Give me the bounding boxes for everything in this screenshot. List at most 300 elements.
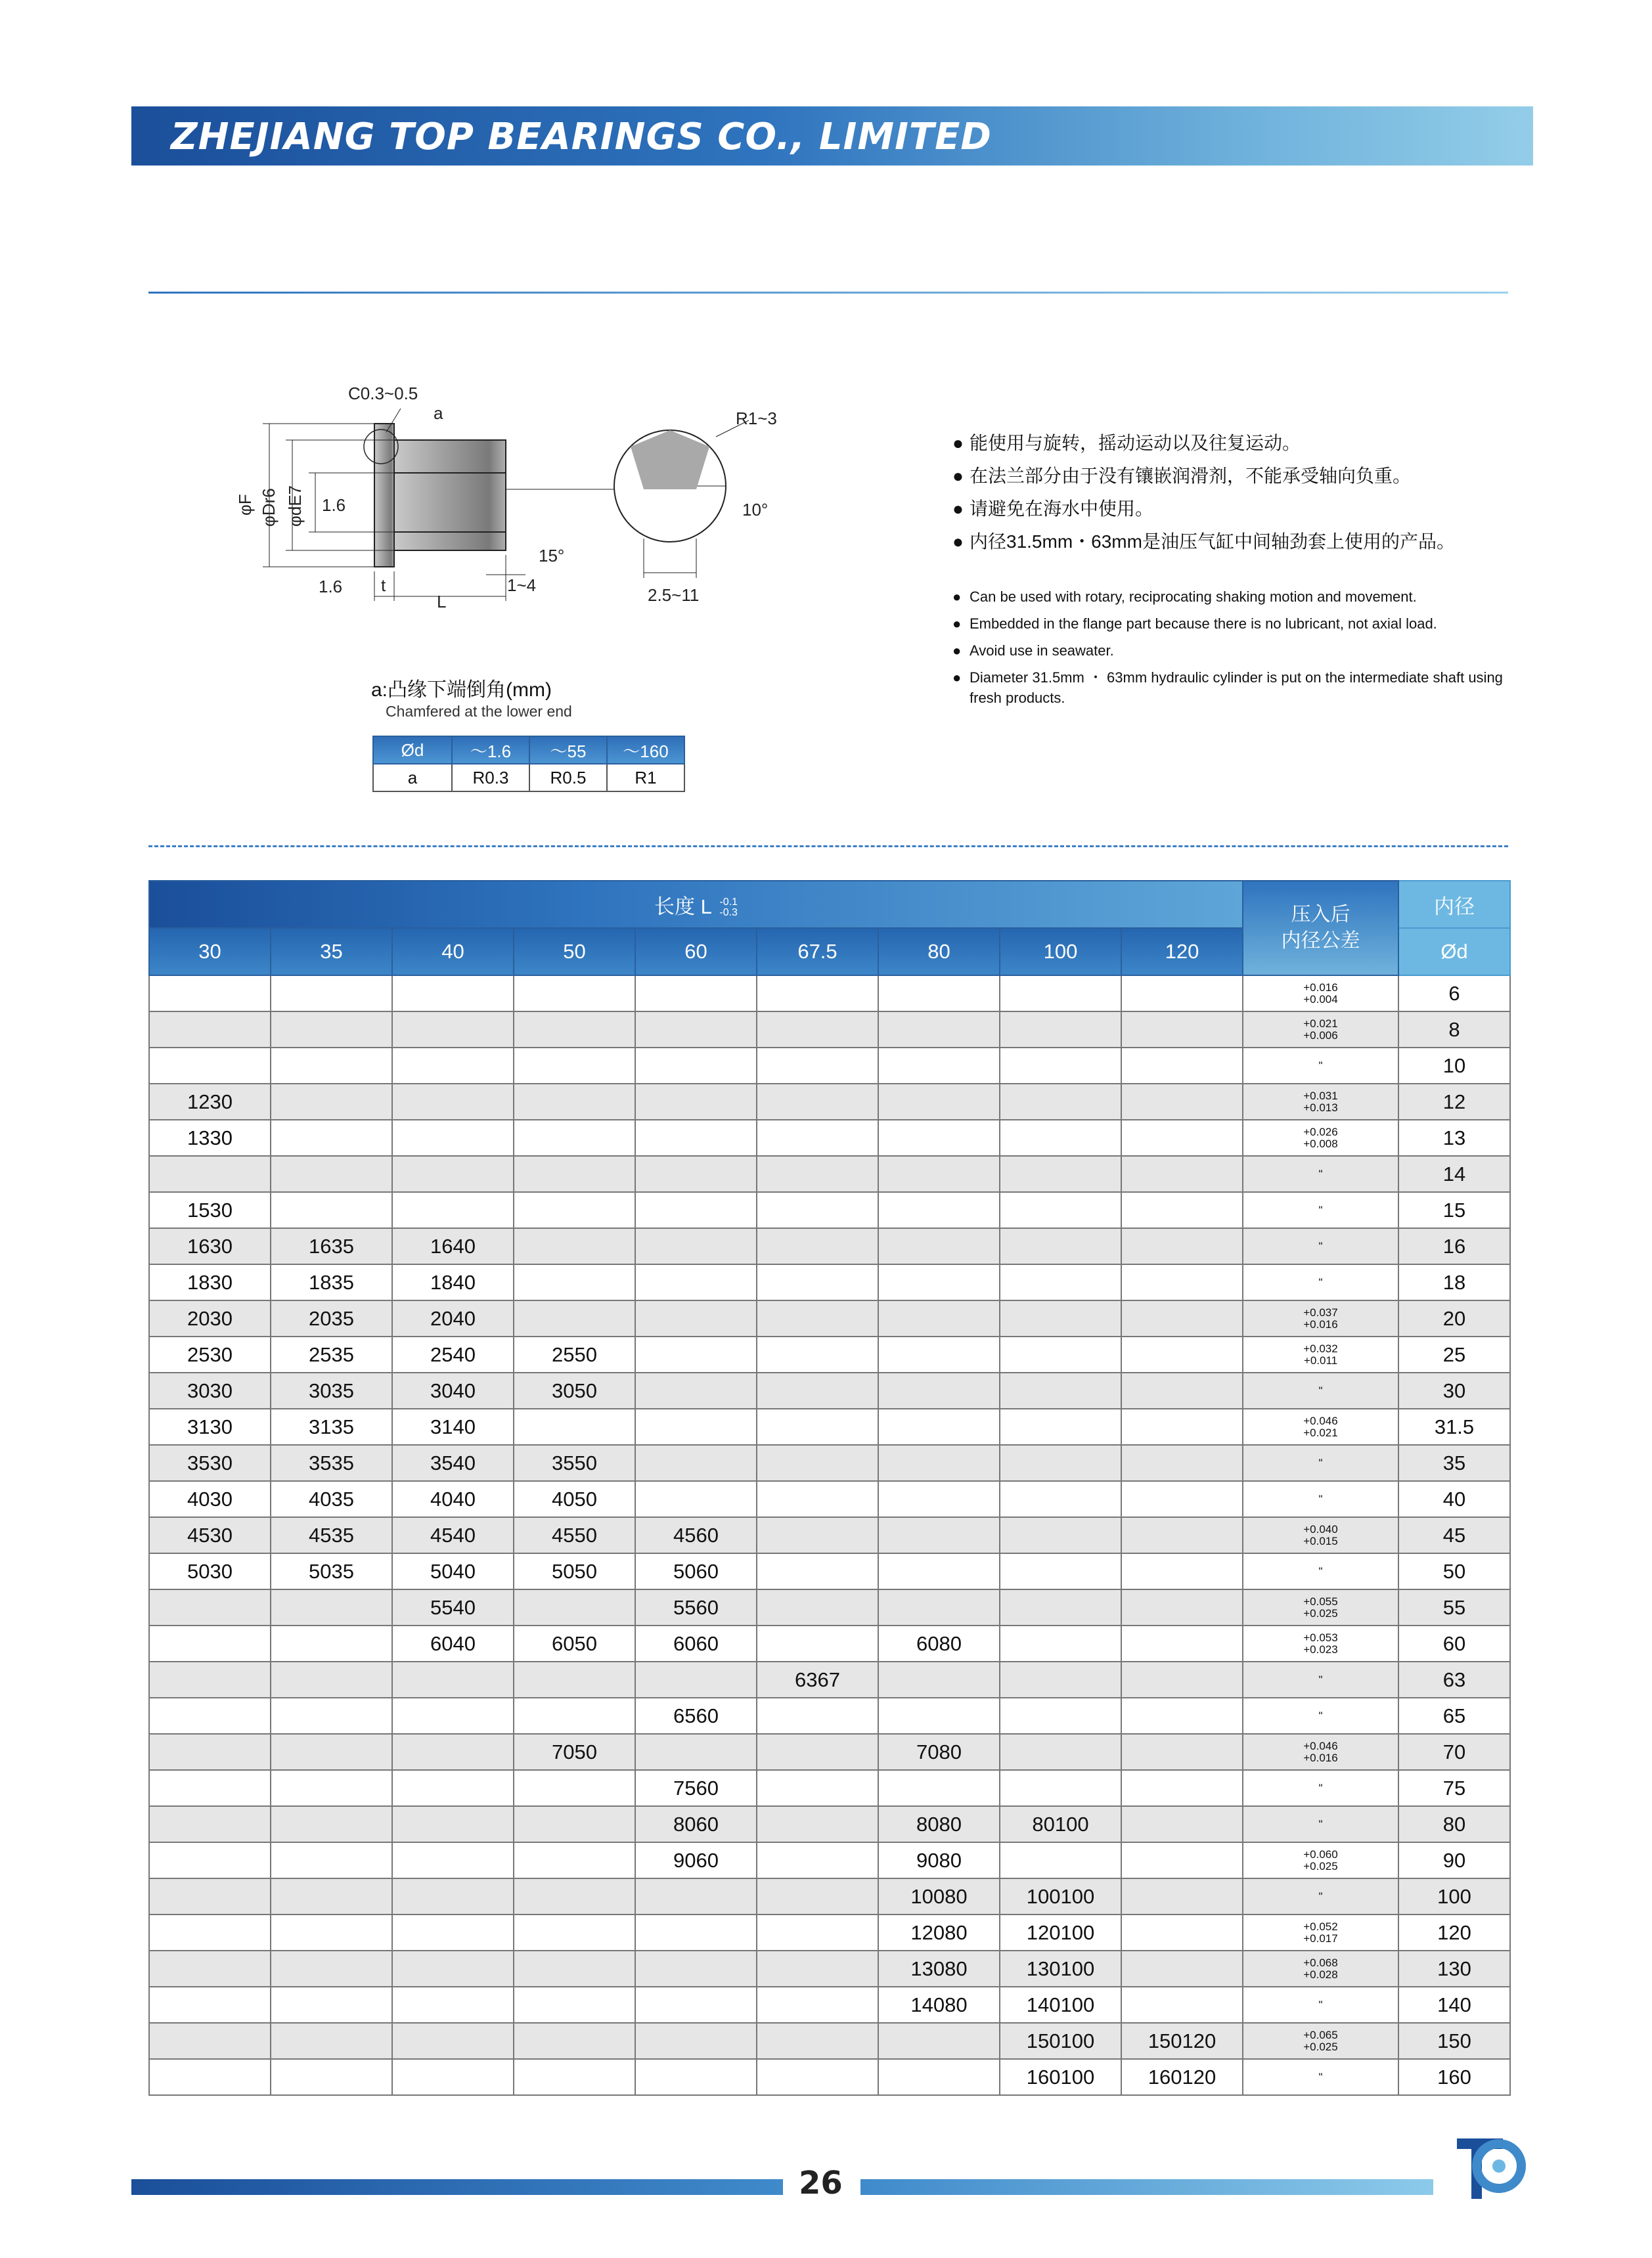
part-number-cell	[635, 1409, 757, 1445]
part-number-cell	[1121, 975, 1243, 1011]
table-row	[149, 1337, 1510, 1373]
part-number-cell	[1121, 1192, 1243, 1228]
length-column-header: 35	[271, 928, 392, 975]
part-number-cell	[149, 1915, 271, 1951]
part-number-cell	[1121, 1734, 1243, 1770]
part-number-cell	[514, 2023, 635, 2059]
t-label: t	[381, 575, 386, 595]
part-number-cell	[1000, 1156, 1121, 1192]
part-number-cell	[878, 1445, 1000, 1481]
tolerance-value: "	[1318, 2070, 1323, 2083]
part-number-cell	[514, 1770, 635, 1806]
part-number-cell	[392, 1987, 514, 2023]
part-number-cell	[392, 1770, 514, 1806]
inner-diameter-cell: 45	[1398, 1517, 1510, 1553]
tolerance-value: +0.013	[1303, 1101, 1338, 1114]
tolerance-value: +0.052	[1303, 1920, 1338, 1933]
part-number-cell: 2535	[271, 1337, 392, 1373]
part-number-cell	[1000, 975, 1121, 1011]
part-number-cell	[392, 1192, 514, 1228]
part-number-cell	[1121, 1589, 1243, 1626]
table-row	[149, 1698, 1510, 1734]
chamfer-table	[372, 736, 685, 792]
part-number-cell	[635, 2059, 757, 2095]
part-number-cell: 100100	[1000, 1878, 1121, 1915]
tolerance-value: "	[1318, 1709, 1323, 1722]
part-number-cell: 3050	[514, 1373, 635, 1409]
part-number-cell: 8060	[635, 1806, 757, 1842]
inner-diameter-cell: 63	[1398, 1662, 1510, 1698]
tolerance-cell	[1243, 1951, 1398, 1987]
range14-label: 1~4	[507, 575, 537, 595]
part-number-cell	[514, 2059, 635, 2095]
tolerance-value: +0.046	[1303, 1739, 1338, 1752]
tolerance-value: +0.028	[1303, 1968, 1338, 1981]
part-number-cell	[757, 1048, 878, 1084]
part-number-cell	[635, 1915, 757, 1951]
part-number-cell: 5040	[392, 1553, 514, 1589]
part-number-cell	[635, 1228, 757, 1264]
table-row	[149, 975, 1510, 1011]
part-number-cell	[878, 1589, 1000, 1626]
part-number-cell	[271, 1589, 392, 1626]
tolerance-cell	[1243, 1156, 1398, 1192]
note-cn: ● 内径31.5mm・63mm是油压气缸中间轴劲套上使用的产品。	[952, 525, 1530, 558]
bullet-icon: ●	[952, 588, 962, 605]
top-divider	[148, 292, 1508, 294]
part-number-cell	[635, 1878, 757, 1915]
tolerance-cell	[1243, 1048, 1398, 1084]
table-row	[149, 1481, 1510, 1517]
table-row	[149, 1264, 1510, 1300]
part-number-cell	[1121, 1228, 1243, 1264]
inner-diameter-cell: 90	[1398, 1842, 1510, 1878]
part-number-cell	[757, 1553, 878, 1589]
part-number-cell	[1000, 1300, 1121, 1337]
part-number-cell	[149, 1589, 271, 1626]
length-column-header: 60	[635, 928, 757, 975]
bullet-icon: ●	[952, 669, 962, 686]
part-number-cell	[878, 1481, 1000, 1517]
part-number-cell	[1000, 1409, 1121, 1445]
part-number-cell: 6050	[514, 1626, 635, 1662]
part-number-cell: 3535	[271, 1445, 392, 1481]
table-row	[149, 1842, 1510, 1878]
part-number-cell	[635, 1300, 757, 1337]
part-number-cell	[1121, 1011, 1243, 1048]
part-number-cell	[392, 1011, 514, 1048]
part-number-cell	[271, 1770, 392, 1806]
tolerance-header	[1243, 881, 1398, 975]
part-number-cell	[514, 1662, 635, 1698]
part-number-cell	[635, 1662, 757, 1698]
inner-diameter-cell: 80	[1398, 1806, 1510, 1842]
part-number-cell	[514, 975, 635, 1011]
part-number-cell	[635, 1373, 757, 1409]
part-number-cell: 2030	[149, 1300, 271, 1337]
part-number-cell	[392, 1951, 514, 1987]
spec-table	[148, 880, 1511, 2096]
part-number-cell	[757, 1337, 878, 1373]
length-column-header: 80	[878, 928, 1000, 975]
part-number-cell	[757, 1806, 878, 1842]
inner-diameter-cell: 8	[1398, 1011, 1510, 1048]
table-row	[149, 1915, 1510, 1951]
part-number-cell	[514, 1589, 635, 1626]
part-number-cell	[757, 1481, 878, 1517]
table-cell: R1	[607, 764, 684, 791]
part-number-cell	[271, 1626, 392, 1662]
part-number-cell	[1121, 1915, 1243, 1951]
part-number-cell	[149, 2059, 271, 2095]
part-number-cell	[878, 1409, 1000, 1445]
part-number-cell: 3135	[271, 1409, 392, 1445]
tolerance-cell	[1243, 1878, 1398, 1915]
part-number-cell	[878, 1517, 1000, 1553]
note-en: ● Embedded in the flange part because there is no lubricant, not axial load.	[952, 610, 1530, 637]
part-number-cell	[878, 1120, 1000, 1156]
part-number-cell: 2550	[514, 1337, 635, 1373]
bullet-icon: ●	[952, 642, 962, 659]
part-number-cell: 140100	[1000, 1987, 1121, 2023]
chamfer-label: C0.3~0.5	[348, 384, 418, 403]
part-number-cell: 150100	[1000, 2023, 1121, 2059]
part-number-cell	[149, 2023, 271, 2059]
tolerance-cell	[1243, 1120, 1398, 1156]
part-number-cell: 2035	[271, 1300, 392, 1337]
inner-diameter-cell: 40	[1398, 1481, 1510, 1517]
part-number-cell	[635, 1192, 757, 1228]
table-row	[149, 1626, 1510, 1662]
part-number-cell	[878, 1156, 1000, 1192]
part-number-cell: 3530	[149, 1445, 271, 1481]
table-row	[149, 1300, 1510, 1337]
part-number-cell	[1000, 1517, 1121, 1553]
part-number-cell: 1530	[149, 1192, 271, 1228]
part-number-cell	[392, 1698, 514, 1734]
part-number-cell	[878, 1662, 1000, 1698]
tolerance-cell	[1243, 1987, 1398, 2023]
part-number-cell	[757, 2023, 878, 2059]
angle10-label: 10°	[742, 500, 769, 520]
part-number-cell	[514, 1011, 635, 1048]
inner-diameter-cell: 50	[1398, 1553, 1510, 1589]
part-number-cell	[878, 2059, 1000, 2095]
table-row	[149, 1878, 1510, 1915]
part-number-cell	[635, 1445, 757, 1481]
part-number-cell	[757, 1698, 878, 1734]
part-number-cell	[392, 1842, 514, 1878]
inner-diameter-cell: 15	[1398, 1192, 1510, 1228]
length-column-header: 100	[1000, 928, 1121, 975]
inner-diameter-cell: 20	[1398, 1300, 1510, 1337]
inner-diameter-cell: 120	[1398, 1915, 1510, 1951]
note-cn: ● 在法兰部分由于没有镶嵌润滑剂，不能承受轴向负重。	[952, 460, 1530, 493]
inner-diameter-cell: 160	[1398, 2059, 1510, 2095]
part-number-cell: 3030	[149, 1373, 271, 1409]
part-number-cell	[271, 1806, 392, 1842]
part-number-cell	[635, 1120, 757, 1156]
part-number-cell	[1121, 1264, 1243, 1300]
part-number-cell	[514, 1048, 635, 1084]
part-number-cell	[392, 2023, 514, 2059]
part-number-cell	[878, 1192, 1000, 1228]
part-number-cell	[878, 2023, 1000, 2059]
header-cell: ～55	[529, 736, 607, 764]
tolerance-cell	[1243, 1337, 1398, 1373]
part-number-cell	[635, 1987, 757, 2023]
part-number-cell	[392, 1048, 514, 1084]
part-number-cell	[149, 1987, 271, 2023]
part-number-cell	[1121, 1481, 1243, 1517]
part-number-cell	[149, 1878, 271, 1915]
part-number-cell: 8080	[878, 1806, 1000, 1842]
table-row	[149, 2023, 1510, 2059]
part-number-cell: 1330	[149, 1120, 271, 1156]
part-number-cell: 1635	[271, 1228, 392, 1264]
part-number-cell: 1840	[392, 1264, 514, 1300]
part-number-cell	[757, 1011, 878, 1048]
length-column-header: 50	[514, 928, 635, 975]
tolerance-value: +0.065	[1303, 2028, 1338, 2041]
range25-label: 2.5~11	[648, 585, 700, 605]
tolerance-value: "	[1318, 1781, 1323, 1794]
inner-diameter-cell: 31.5	[1398, 1409, 1510, 1445]
table-row	[149, 1120, 1510, 1156]
part-number-cell	[514, 1806, 635, 1842]
part-number-cell	[878, 1553, 1000, 1589]
part-number-cell	[514, 1264, 635, 1300]
inner-diameter-cell: 65	[1398, 1698, 1510, 1734]
tolerance-value: +0.008	[1303, 1137, 1338, 1150]
part-number-cell	[878, 1228, 1000, 1264]
tolerance-cell	[1243, 1300, 1398, 1337]
part-number-cell: 4540	[392, 1517, 514, 1553]
part-number-cell	[757, 1300, 878, 1337]
header-banner	[131, 106, 1533, 166]
table-cell: R0.5	[529, 764, 607, 791]
part-number-cell	[392, 1084, 514, 1120]
part-number-cell	[1121, 1662, 1243, 1698]
part-number-cell: 4050	[514, 1481, 635, 1517]
tolerance-value: +0.055	[1303, 1595, 1338, 1608]
tolerance-value: +0.068	[1303, 1956, 1338, 1969]
part-number-cell: 130100	[1000, 1951, 1121, 1987]
part-number-cell	[149, 1626, 271, 1662]
part-number-cell	[1121, 1987, 1243, 2023]
part-number-cell	[149, 975, 271, 1011]
part-number-cell	[1000, 1120, 1121, 1156]
inner-diameter-cell: 130	[1398, 1951, 1510, 1987]
tolerance-cell	[1243, 1481, 1398, 1517]
part-number-cell	[392, 2059, 514, 2095]
length-column-header: 120	[1121, 928, 1243, 975]
part-number-cell	[1121, 1770, 1243, 1806]
part-number-cell: 3040	[392, 1373, 514, 1409]
tolerance-value: +0.031	[1303, 1089, 1338, 1102]
tolerance-cell	[1243, 1228, 1398, 1264]
note-cn: ● 请避免在海水中使用。	[952, 493, 1530, 525]
table-row	[149, 1228, 1510, 1264]
part-number-cell	[149, 1156, 271, 1192]
part-number-cell	[149, 1770, 271, 1806]
inner-diameter-cell: 150	[1398, 2023, 1510, 2059]
part-number-cell	[271, 1011, 392, 1048]
bullet-icon: ●	[952, 615, 962, 632]
part-number-cell	[635, 1048, 757, 1084]
table-row	[149, 1409, 1510, 1445]
part-number-cell: 6040	[392, 1626, 514, 1662]
inner-diameter-cell: 14	[1398, 1156, 1510, 1192]
inner-diameter-cell: 16	[1398, 1228, 1510, 1264]
rough1-label: 1.6	[322, 495, 346, 515]
part-number-cell: 1830	[149, 1264, 271, 1300]
part-number-cell: 1835	[271, 1264, 392, 1300]
part-number-cell	[757, 1373, 878, 1409]
tolerance-value: +0.021	[1303, 1426, 1338, 1439]
part-number-cell	[1000, 1048, 1121, 1084]
chamfer-table-row	[373, 764, 684, 791]
length-tolerance: -0.1 -0.3	[719, 897, 738, 919]
chamfer-title-cn: a:凸缘下端倒角(mm)	[371, 679, 552, 701]
rough2-label: 1.6	[319, 577, 343, 596]
r-label: R1~3	[736, 409, 777, 428]
inner-diameter-cell: 6	[1398, 975, 1510, 1011]
tolerance-cell	[1243, 2059, 1398, 2095]
part-number-cell	[757, 1517, 878, 1553]
tolerance-value: +0.017	[1303, 1932, 1338, 1945]
table-row	[149, 1011, 1510, 1048]
part-number-cell	[149, 1806, 271, 1842]
part-number-cell	[878, 1084, 1000, 1120]
inner-diameter-cell: 60	[1398, 1626, 1510, 1662]
part-number-cell	[1121, 1048, 1243, 1084]
part-number-cell	[757, 1084, 878, 1120]
part-number-cell	[392, 1878, 514, 1915]
part-number-cell	[757, 2059, 878, 2095]
part-number-cell: 2540	[392, 1337, 514, 1373]
part-number-cell	[1121, 1337, 1243, 1373]
tolerance-cell	[1243, 1517, 1398, 1553]
part-number-cell	[757, 1987, 878, 2023]
tolerance-value: +0.011	[1303, 1354, 1338, 1367]
part-number-cell: 3035	[271, 1373, 392, 1409]
note-cn: ● 能使用与旋转，摇动运动以及往复运动。	[952, 427, 1530, 460]
part-number-cell	[635, 1156, 757, 1192]
table-row	[149, 1734, 1510, 1770]
part-number-cell	[392, 1662, 514, 1698]
tolerance-value: "	[1318, 1492, 1323, 1505]
part-number-cell	[271, 975, 392, 1011]
note-en: ● Avoid use in seawater.	[952, 637, 1530, 664]
part-number-cell	[878, 1337, 1000, 1373]
part-number-cell	[1121, 1517, 1243, 1553]
part-number-cell: 4550	[514, 1517, 635, 1553]
length-header	[149, 881, 1243, 928]
part-number-cell	[514, 1084, 635, 1120]
part-number-cell	[149, 1048, 271, 1084]
table-row	[149, 1589, 1510, 1626]
part-number-cell: 13080	[878, 1951, 1000, 1987]
part-number-cell	[757, 1626, 878, 1662]
part-number-cell	[392, 1806, 514, 1842]
part-number-cell	[1121, 1373, 1243, 1409]
tolerance-cell	[1243, 1192, 1398, 1228]
tolerance-value: "	[1318, 1673, 1323, 1686]
inner-diameter-cell: 140	[1398, 1987, 1510, 2023]
chamfer-table-header	[373, 736, 684, 764]
length-column-header: 30	[149, 928, 271, 975]
tolerance-value: +0.023	[1303, 1643, 1338, 1656]
part-number-cell: 14080	[878, 1987, 1000, 2023]
part-number-cell	[635, 975, 757, 1011]
part-number-cell: 5030	[149, 1553, 271, 1589]
part-number-cell	[1000, 1228, 1121, 1264]
part-number-cell: 6367	[757, 1662, 878, 1698]
tolerance-value: +0.015	[1303, 1534, 1338, 1547]
tolerance-value: "	[1318, 1203, 1323, 1216]
length-header-label: 长度 L	[654, 895, 711, 918]
part-number-cell	[271, 2023, 392, 2059]
part-number-cell	[514, 1878, 635, 1915]
part-number-cell	[271, 2059, 392, 2095]
dashed-divider	[148, 845, 1508, 847]
part-number-cell: 4530	[149, 1517, 271, 1553]
tolerance-value: +0.040	[1303, 1522, 1338, 1536]
part-number-cell: 4030	[149, 1481, 271, 1517]
table-row	[149, 1445, 1510, 1481]
tolerance-value: +0.026	[1303, 1125, 1338, 1138]
tolerance-value: +0.006	[1303, 1029, 1338, 1042]
tolerance-value: +0.053	[1303, 1631, 1338, 1644]
id-symbol-header: Ød	[1398, 928, 1510, 975]
inner-diameter-cell: 35	[1398, 1445, 1510, 1481]
part-number-cell	[271, 1048, 392, 1084]
part-number-cell	[514, 1300, 635, 1337]
part-number-cell	[1000, 1734, 1121, 1770]
table-header-row-1	[149, 881, 1510, 928]
part-number-cell	[878, 1011, 1000, 1048]
part-number-cell	[878, 1698, 1000, 1734]
part-number-cell: 5560	[635, 1589, 757, 1626]
part-number-cell	[757, 1734, 878, 1770]
table-row	[149, 1662, 1510, 1698]
part-number-cell: 1640	[392, 1228, 514, 1264]
part-number-cell: 150120	[1121, 2023, 1243, 2059]
part-number-cell: 3550	[514, 1445, 635, 1481]
part-number-cell	[757, 1409, 878, 1445]
table-row	[149, 1770, 1510, 1806]
part-number-cell	[514, 1698, 635, 1734]
footer-bar-left	[131, 2179, 783, 2195]
chamfer-title-en: Chamfered at the lower end	[386, 703, 572, 720]
tolerance-cell	[1243, 1662, 1398, 1698]
part-number-cell: 9060	[635, 1842, 757, 1878]
part-number-cell	[149, 1734, 271, 1770]
tolerance-header-label: 压入后 内径公差	[1281, 904, 1360, 952]
table-row	[149, 1084, 1510, 1120]
inner-diameter-cell: 75	[1398, 1770, 1510, 1806]
tolerance-value: "	[1318, 1384, 1323, 1397]
part-number-cell	[1000, 1842, 1121, 1878]
part-number-cell: 7560	[635, 1770, 757, 1806]
part-number-cell	[1121, 1084, 1243, 1120]
part-number-cell	[757, 1915, 878, 1951]
company-logo-icon	[1452, 2127, 1530, 2205]
part-number-cell: 4040	[392, 1481, 514, 1517]
tolerance-value: +0.046	[1303, 1414, 1338, 1427]
part-number-cell	[514, 1409, 635, 1445]
